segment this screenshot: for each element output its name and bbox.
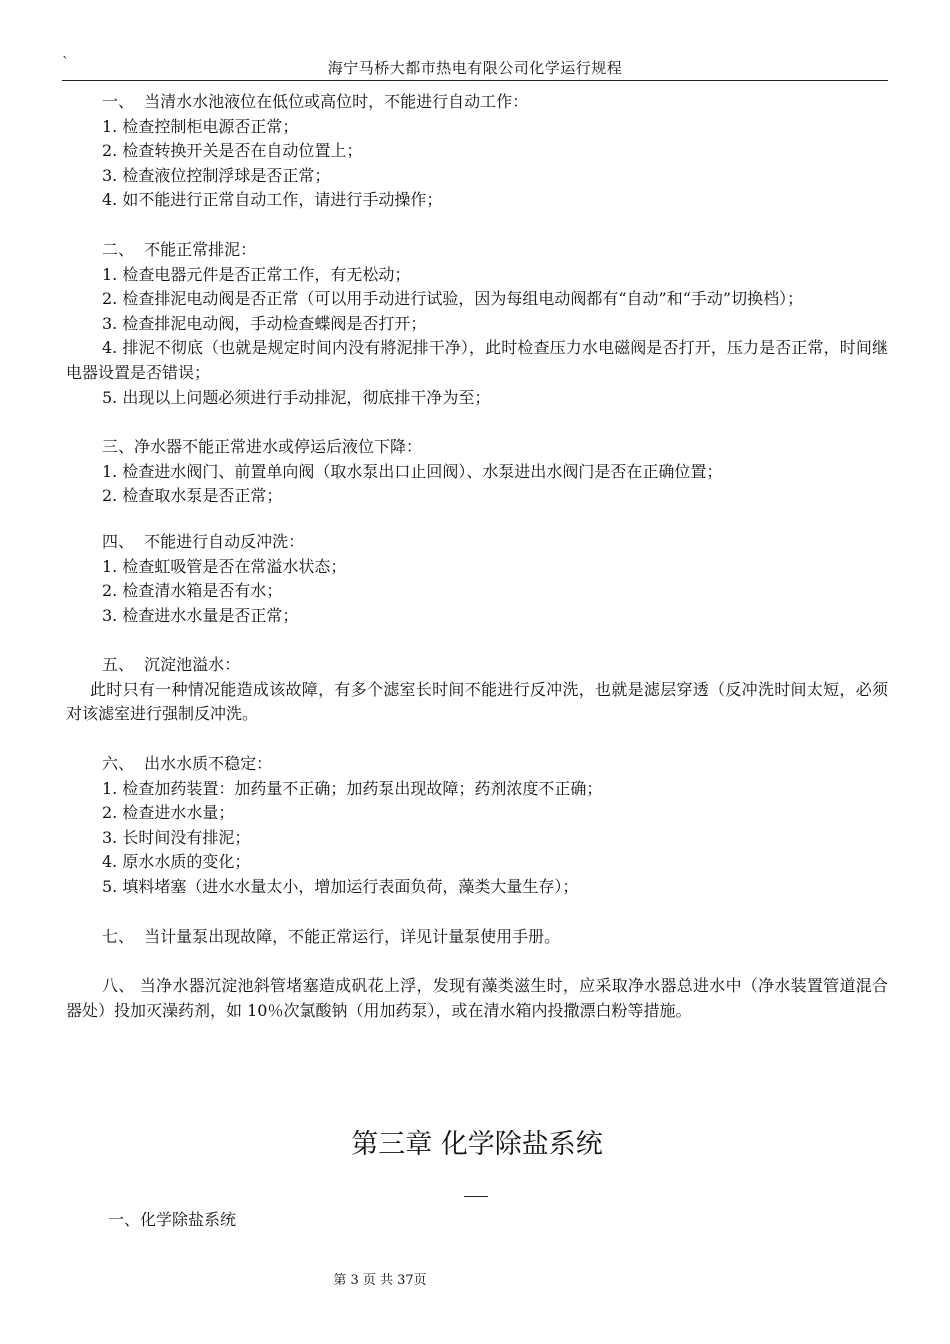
list-item: 1. 检查加药装置：加药量不正确；加药泵出现故障；药剂浓度不正确；	[102, 778, 603, 798]
section-2	[66, 238, 888, 410]
subsection-heading: 一、化学除盐系统	[108, 1210, 237, 1229]
section-heading: 一、 当清水水池液位在低位或高位时，不能进行自动工作：	[102, 92, 529, 111]
list-item: 4. 如不能进行正常自动工作，请进行手动操作；	[102, 190, 443, 210]
document-body	[66, 90, 888, 1023]
list-item: 1. 检查虹吸管是否在常溢水状态；	[102, 556, 347, 576]
section-3	[66, 435, 888, 509]
list-item: 3. 检查排泥电动阀，手动检查蝶阀是否打开；	[102, 313, 427, 333]
list-item: 4. 原水水质的变化；	[102, 852, 251, 872]
list-item: 2. 检查排泥电动阀是否正常（可以用手动进行试验，因为每组电动阀都有“自动”和“手动”切换档）；	[102, 289, 804, 309]
section-paragraph: 此时只有一种情况能造成该故障，有多个滤室长时间不能进行反冲洗，也就是滤层穿透（反冲洗时间太短，必须对该滤室进行强制反冲洗。	[66, 679, 888, 724]
section-paragraph: 八、 当净水器沉淀池斜管堵塞造成矾花上浮，发现有藻类滋生时，应采取净水器总进水中（净水装置管道混合器处）投加灭澡药剂，如 10％次氯酸钠（用加药泵），或在清水箱内投撒漂白粉等措施。	[66, 976, 888, 1020]
list-item: 5. 填料堵塞（进水水量太小，增加运行表面负荷，藻类大量生存）；	[102, 877, 579, 897]
page-header	[62, 55, 888, 81]
section-heading: 二、 不能正常排泥：	[102, 239, 257, 259]
list-item: 2. 检查取水泵是否正常；	[102, 486, 283, 506]
list-item: 3. 长时间没有排泥；	[102, 827, 251, 847]
list-item: 2. 检查进水水量；	[102, 803, 235, 823]
list-item: 3. 检查液位控制浮球是否正常；	[102, 165, 331, 185]
header-mark: `	[62, 55, 69, 71]
section-8	[66, 974, 888, 1023]
list-item: 3. 检查进水水量是否正常；	[102, 605, 299, 625]
section-heading: 六、 出水水质不稳定：	[102, 754, 273, 774]
list-item: 1. 检查进水阀门、前置单向阀（取水泵出口止回阀）、水泵进出水阀门是否在正确位置；	[102, 461, 723, 481]
page-footer: 第 3 页 共 37页	[333, 1273, 427, 1288]
list-item: 2. 检查清水箱是否有水；	[102, 581, 283, 601]
chapter-divider	[464, 1196, 488, 1197]
list-item: 2. 检查转换开关是否在自动位置上；	[102, 141, 363, 161]
header-title: 海宁马桥大都市热电有限公司化学运行规程	[327, 59, 623, 77]
section-7	[66, 925, 888, 950]
section-heading: 七、 当计量泵出现故障，不能正常运行，详见计量泵使用手册。	[102, 926, 561, 946]
section-5	[66, 653, 888, 727]
list-item: 5. 出现以上问题必须进行手动排泥，彻底排干净为至；	[102, 387, 491, 407]
section-4	[66, 530, 888, 628]
section-heading: 四、 不能进行自动反冲洗：	[102, 531, 305, 551]
section-1	[66, 90, 888, 213]
list-item: 1. 检查控制柜电源否正常；	[102, 116, 299, 136]
list-item: 4. 排泥不彻底（也就是规定时间内没有將泥排干净），此时检查压力水电磁阀是否打开，压力是否正常，时间继电器设置是否错误；	[66, 338, 888, 382]
section-6	[66, 752, 888, 900]
list-item: 1. 检查电器元件是否正常工作，有无松动；	[102, 264, 411, 284]
section-heading: 五、 沉淀池溢水：	[102, 655, 241, 675]
chapter-title: 第三章 化学除盐系统	[351, 1129, 603, 1160]
section-heading: 三、净水器不能正常进水或停运后液位下降：	[102, 437, 423, 457]
